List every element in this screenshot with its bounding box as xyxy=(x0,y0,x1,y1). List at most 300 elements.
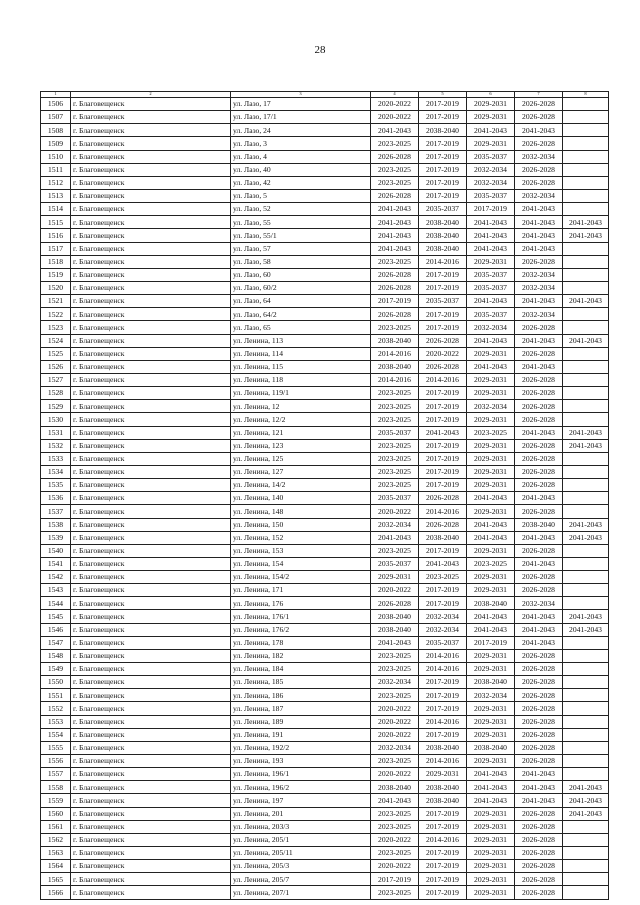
city-cell: г. Благовещенск xyxy=(71,216,231,229)
table-row xyxy=(41,584,609,597)
period-cell: 2026-2028 xyxy=(515,689,563,702)
row-number: 1547 xyxy=(41,636,71,649)
period-cell: 2041-2043 xyxy=(371,242,419,255)
period-cell: 2041-2043 xyxy=(371,203,419,216)
period-cell xyxy=(563,308,609,321)
period-cell: 2026-2028 xyxy=(515,505,563,518)
period-cell: 2029-2031 xyxy=(467,347,515,360)
row-number: 1565 xyxy=(41,873,71,886)
period-cell xyxy=(563,281,609,294)
city-cell: г. Благовещенск xyxy=(71,518,231,531)
city-cell: г. Благовещенск xyxy=(71,176,231,189)
period-cell: 2041-2043 xyxy=(419,557,467,570)
period-cell: 2032-2034 xyxy=(515,150,563,163)
row-number: 1541 xyxy=(41,557,71,570)
table-row xyxy=(41,321,609,334)
period-cell: 2041-2043 xyxy=(563,216,609,229)
registry-table xyxy=(40,91,609,900)
period-cell: 2023-2025 xyxy=(371,847,419,860)
period-cell: 2017-2019 xyxy=(419,465,467,478)
period-cell: 2038-2040 xyxy=(515,518,563,531)
period-cell xyxy=(563,702,609,715)
table-row xyxy=(41,203,609,216)
table-row xyxy=(41,557,609,570)
table-row xyxy=(41,426,609,439)
city-cell: г. Благовещенск xyxy=(71,860,231,873)
period-cell: 2017-2019 xyxy=(419,847,467,860)
period-cell: 2041-2043 xyxy=(371,794,419,807)
address-cell: ул. Ленина, 153 xyxy=(231,544,371,557)
period-cell: 2041-2043 xyxy=(515,794,563,807)
period-cell: 2023-2025 xyxy=(371,649,419,662)
period-cell xyxy=(563,544,609,557)
city-cell: г. Благовещенск xyxy=(71,439,231,452)
table-row xyxy=(41,571,609,584)
column-number: 2 xyxy=(71,92,231,98)
period-cell: 2041-2043 xyxy=(467,334,515,347)
period-cell: 2041-2043 xyxy=(467,229,515,242)
city-cell: г. Благовещенск xyxy=(71,373,231,386)
period-cell: 2029-2031 xyxy=(467,452,515,465)
address-cell: ул. Ленина, 205/1 xyxy=(231,833,371,846)
city-cell: г. Благовещенск xyxy=(71,505,231,518)
period-cell: 2020-2022 xyxy=(371,768,419,781)
row-number: 1515 xyxy=(41,216,71,229)
period-cell: 2032-2034 xyxy=(467,400,515,413)
period-cell xyxy=(563,833,609,846)
city-cell: г. Благовещенск xyxy=(71,676,231,689)
table-row xyxy=(41,702,609,715)
city-cell: г. Благовещенск xyxy=(71,334,231,347)
column-number: 7 xyxy=(515,92,563,98)
period-cell: 2026-2028 xyxy=(515,544,563,557)
table-row xyxy=(41,347,609,360)
table-row xyxy=(41,400,609,413)
city-cell: г. Благовещенск xyxy=(71,387,231,400)
period-cell: 2023-2025 xyxy=(371,689,419,702)
row-number: 1558 xyxy=(41,781,71,794)
period-cell: 2014-2016 xyxy=(371,347,419,360)
row-number: 1554 xyxy=(41,728,71,741)
period-cell xyxy=(563,689,609,702)
period-cell: 2026-2028 xyxy=(515,452,563,465)
address-cell: ул. Ленина, 121 xyxy=(231,426,371,439)
address-cell: ул. Ленина, 186 xyxy=(231,689,371,702)
period-cell: 2029-2031 xyxy=(467,873,515,886)
period-cell: 2017-2019 xyxy=(419,387,467,400)
period-cell: 2038-2040 xyxy=(371,781,419,794)
period-cell: 2026-2028 xyxy=(371,150,419,163)
table-row xyxy=(41,334,609,347)
address-cell: ул. Ленина, 171 xyxy=(231,584,371,597)
city-cell: г. Благовещенск xyxy=(71,189,231,202)
table-row xyxy=(41,479,609,492)
row-number: 1549 xyxy=(41,663,71,676)
period-cell: 2029-2031 xyxy=(467,413,515,426)
period-cell: 2017-2019 xyxy=(419,98,467,111)
period-cell: 2026-2028 xyxy=(515,755,563,768)
period-cell: 2017-2019 xyxy=(419,400,467,413)
period-cell: 2041-2043 xyxy=(515,557,563,570)
row-number: 1507 xyxy=(41,111,71,124)
city-cell: г. Благовещенск xyxy=(71,623,231,636)
period-cell: 2041-2043 xyxy=(371,229,419,242)
city-cell: г. Благовещенск xyxy=(71,163,231,176)
address-cell: ул. Ленина, 12/2 xyxy=(231,413,371,426)
period-cell: 2041-2043 xyxy=(515,242,563,255)
table-row xyxy=(41,860,609,873)
period-cell: 2023-2025 xyxy=(371,321,419,334)
table-row xyxy=(41,728,609,741)
period-cell: 2026-2028 xyxy=(515,98,563,111)
period-cell: 2038-2040 xyxy=(419,242,467,255)
registry-body xyxy=(41,98,609,900)
period-cell xyxy=(563,465,609,478)
period-cell xyxy=(563,741,609,754)
period-cell: 2035-2037 xyxy=(467,150,515,163)
address-cell: ул. Лазо, 65 xyxy=(231,321,371,334)
row-number: 1524 xyxy=(41,334,71,347)
period-cell: 2017-2019 xyxy=(419,886,467,899)
city-cell: г. Благовещенск xyxy=(71,242,231,255)
address-cell: ул. Ленина, 113 xyxy=(231,334,371,347)
period-cell: 2041-2043 xyxy=(467,610,515,623)
city-cell: г. Благовещенск xyxy=(71,531,231,544)
city-cell: г. Благовещенск xyxy=(71,268,231,281)
address-cell: ул. Ленина, 193 xyxy=(231,755,371,768)
table-row xyxy=(41,255,609,268)
address-cell: ул. Ленина, 205/7 xyxy=(231,873,371,886)
period-cell: 2029-2031 xyxy=(467,833,515,846)
period-cell: 2041-2043 xyxy=(515,203,563,216)
address-cell: ул. Ленина, 203/3 xyxy=(231,820,371,833)
address-cell: ул. Ленина, 118 xyxy=(231,373,371,386)
period-cell: 2041-2043 xyxy=(515,768,563,781)
period-cell: 2041-2043 xyxy=(371,124,419,137)
city-cell: г. Благовещенск xyxy=(71,833,231,846)
period-cell: 2026-2028 xyxy=(515,649,563,662)
address-cell: ул. Лазо, 64 xyxy=(231,295,371,308)
address-cell: ул. Ленина, 12 xyxy=(231,400,371,413)
period-cell: 2041-2043 xyxy=(371,216,419,229)
row-number: 1513 xyxy=(41,189,71,202)
period-cell: 2035-2037 xyxy=(467,189,515,202)
table-row xyxy=(41,518,609,531)
period-cell: 2017-2019 xyxy=(419,728,467,741)
row-number: 1514 xyxy=(41,203,71,216)
period-cell: 2041-2043 xyxy=(419,426,467,439)
period-cell: 2032-2034 xyxy=(467,163,515,176)
period-cell: 2032-2034 xyxy=(371,518,419,531)
address-cell: ул. Лазо, 57 xyxy=(231,242,371,255)
period-cell: 2017-2019 xyxy=(419,676,467,689)
table-row xyxy=(41,676,609,689)
row-number: 1529 xyxy=(41,400,71,413)
address-cell: ул. Ленина, 178 xyxy=(231,636,371,649)
city-cell: г. Благовещенск xyxy=(71,794,231,807)
period-cell: 2041-2043 xyxy=(563,610,609,623)
period-cell: 2041-2043 xyxy=(515,781,563,794)
period-cell: 2029-2031 xyxy=(467,663,515,676)
period-cell: 2023-2025 xyxy=(371,544,419,557)
table-row xyxy=(41,176,609,189)
row-number: 1509 xyxy=(41,137,71,150)
row-number: 1519 xyxy=(41,268,71,281)
row-number: 1533 xyxy=(41,452,71,465)
city-cell: г. Благовещенск xyxy=(71,413,231,426)
period-cell: 2035-2037 xyxy=(419,295,467,308)
period-cell: 2038-2040 xyxy=(371,623,419,636)
city-cell: г. Благовещенск xyxy=(71,847,231,860)
row-number: 1518 xyxy=(41,255,71,268)
period-cell: 2023-2025 xyxy=(371,413,419,426)
city-cell: г. Благовещенск xyxy=(71,255,231,268)
city-cell: г. Благовещенск xyxy=(71,768,231,781)
table-row xyxy=(41,781,609,794)
period-cell: 2041-2043 xyxy=(467,518,515,531)
period-cell xyxy=(563,886,609,899)
city-cell: г. Благовещенск xyxy=(71,571,231,584)
table-row xyxy=(41,373,609,386)
table-row xyxy=(41,807,609,820)
period-cell: 2023-2025 xyxy=(371,807,419,820)
period-cell: 2041-2043 xyxy=(467,124,515,137)
period-cell: 2023-2025 xyxy=(467,426,515,439)
table-row xyxy=(41,295,609,308)
period-cell: 2026-2028 xyxy=(515,886,563,899)
city-cell: г. Благовещенск xyxy=(71,636,231,649)
period-cell: 2017-2019 xyxy=(419,281,467,294)
address-cell: ул. Ленина, 176 xyxy=(231,597,371,610)
table-row xyxy=(41,623,609,636)
period-cell: 2041-2043 xyxy=(371,636,419,649)
period-cell: 2041-2043 xyxy=(563,229,609,242)
period-cell xyxy=(563,860,609,873)
period-cell: 2026-2028 xyxy=(515,702,563,715)
city-cell: г. Благовещенск xyxy=(71,281,231,294)
period-cell xyxy=(563,557,609,570)
table-row xyxy=(41,505,609,518)
period-cell: 2014-2016 xyxy=(419,373,467,386)
period-cell: 2038-2040 xyxy=(419,794,467,807)
period-cell: 2029-2031 xyxy=(467,702,515,715)
period-cell: 2041-2043 xyxy=(467,623,515,636)
period-cell: 2026-2028 xyxy=(371,189,419,202)
page-number: 28 xyxy=(314,44,326,56)
address-cell: ул. Ленина, 14/2 xyxy=(231,479,371,492)
period-cell: 2026-2028 xyxy=(515,715,563,728)
period-cell: 2041-2043 xyxy=(515,623,563,636)
row-number: 1559 xyxy=(41,794,71,807)
period-cell: 2026-2028 xyxy=(515,163,563,176)
period-cell: 2041-2043 xyxy=(467,295,515,308)
period-cell: 2026-2028 xyxy=(515,413,563,426)
period-cell: 2014-2016 xyxy=(419,663,467,676)
period-cell: 2041-2043 xyxy=(515,610,563,623)
period-cell: 2029-2031 xyxy=(419,768,467,781)
period-cell: 2041-2043 xyxy=(515,492,563,505)
period-cell: 2014-2016 xyxy=(419,755,467,768)
period-cell: 2029-2031 xyxy=(467,505,515,518)
period-cell: 2029-2031 xyxy=(467,479,515,492)
address-cell: ул. Ленина, 127 xyxy=(231,465,371,478)
address-cell: ул. Ленина, 191 xyxy=(231,728,371,741)
city-cell: г. Благовещенск xyxy=(71,360,231,373)
period-cell: 2038-2040 xyxy=(467,597,515,610)
period-cell: 2017-2019 xyxy=(371,873,419,886)
period-cell xyxy=(563,597,609,610)
period-cell: 2041-2043 xyxy=(467,531,515,544)
period-cell: 2017-2019 xyxy=(419,597,467,610)
period-cell: 2026-2028 xyxy=(515,347,563,360)
period-cell: 2032-2034 xyxy=(419,623,467,636)
table-row xyxy=(41,308,609,321)
address-cell: ул. Лазо, 55/1 xyxy=(231,229,371,242)
period-cell: 2023-2025 xyxy=(371,400,419,413)
city-cell: г. Благовещенск xyxy=(71,728,231,741)
address-cell: ул. Лазо, 60/2 xyxy=(231,281,371,294)
period-cell: 2032-2034 xyxy=(515,597,563,610)
row-number: 1538 xyxy=(41,518,71,531)
row-number: 1527 xyxy=(41,373,71,386)
period-cell: 2032-2034 xyxy=(419,610,467,623)
period-cell: 2032-2034 xyxy=(515,281,563,294)
row-number: 1512 xyxy=(41,176,71,189)
row-number: 1508 xyxy=(41,124,71,137)
period-cell: 2038-2040 xyxy=(419,216,467,229)
address-cell: ул. Ленина, 154 xyxy=(231,557,371,570)
table-row xyxy=(41,636,609,649)
period-cell: 2023-2025 xyxy=(419,571,467,584)
row-number: 1560 xyxy=(41,807,71,820)
table-row xyxy=(41,649,609,662)
city-cell: г. Благовещенск xyxy=(71,557,231,570)
period-cell: 2017-2019 xyxy=(419,413,467,426)
period-cell: 2041-2043 xyxy=(371,531,419,544)
row-number: 1536 xyxy=(41,492,71,505)
address-cell: ул. Ленина, 176/2 xyxy=(231,623,371,636)
period-cell: 2041-2043 xyxy=(515,426,563,439)
period-cell: 2035-2037 xyxy=(419,636,467,649)
row-number: 1523 xyxy=(41,321,71,334)
city-cell: г. Благовещенск xyxy=(71,584,231,597)
table-row xyxy=(41,833,609,846)
period-cell xyxy=(563,452,609,465)
period-cell: 2017-2019 xyxy=(419,860,467,873)
period-cell: 2026-2028 xyxy=(419,492,467,505)
period-cell: 2041-2043 xyxy=(467,794,515,807)
city-cell: г. Благовещенск xyxy=(71,295,231,308)
period-cell: 2020-2022 xyxy=(371,111,419,124)
city-cell: г. Благовещенск xyxy=(71,426,231,439)
period-cell: 2029-2031 xyxy=(467,387,515,400)
row-number: 1534 xyxy=(41,465,71,478)
period-cell: 2035-2037 xyxy=(419,203,467,216)
period-cell: 2023-2025 xyxy=(467,557,515,570)
address-cell: ул. Ленина, 196/2 xyxy=(231,781,371,794)
period-cell: 2026-2028 xyxy=(515,111,563,124)
period-cell: 2026-2028 xyxy=(515,439,563,452)
period-cell: 2038-2040 xyxy=(371,360,419,373)
table-row xyxy=(41,663,609,676)
row-number: 1564 xyxy=(41,860,71,873)
period-cell: 2017-2019 xyxy=(419,137,467,150)
address-cell: ул. Ленина, 189 xyxy=(231,715,371,728)
address-cell: ул. Лазо, 17 xyxy=(231,98,371,111)
city-cell: г. Благовещенск xyxy=(71,755,231,768)
period-cell xyxy=(563,873,609,886)
period-cell: 2029-2031 xyxy=(467,373,515,386)
period-cell: 2041-2043 xyxy=(563,295,609,308)
period-cell xyxy=(563,715,609,728)
period-cell: 2029-2031 xyxy=(467,820,515,833)
period-cell: 2026-2028 xyxy=(515,873,563,886)
table-row xyxy=(41,150,609,163)
period-cell: 2026-2028 xyxy=(419,360,467,373)
row-number: 1561 xyxy=(41,820,71,833)
address-cell: ул. Ленина, 148 xyxy=(231,505,371,518)
address-cell: ул. Лазо, 55 xyxy=(231,216,371,229)
row-number: 1552 xyxy=(41,702,71,715)
row-number: 1548 xyxy=(41,649,71,662)
address-cell: ул. Ленина, 185 xyxy=(231,676,371,689)
period-cell: 2026-2028 xyxy=(515,833,563,846)
period-cell: 2026-2028 xyxy=(515,387,563,400)
period-cell: 2041-2043 xyxy=(515,636,563,649)
row-number: 1566 xyxy=(41,886,71,899)
period-cell: 2026-2028 xyxy=(515,663,563,676)
period-cell: 2017-2019 xyxy=(419,689,467,702)
address-cell: ул. Ленина, 187 xyxy=(231,702,371,715)
column-number: 6 xyxy=(467,92,515,98)
period-cell: 2017-2019 xyxy=(419,163,467,176)
city-cell: г. Благовещенск xyxy=(71,229,231,242)
city-cell: г. Благовещенск xyxy=(71,886,231,899)
period-cell: 2023-2025 xyxy=(371,137,419,150)
row-number: 1543 xyxy=(41,584,71,597)
period-cell: 2026-2028 xyxy=(515,176,563,189)
period-cell: 2041-2043 xyxy=(515,124,563,137)
period-cell: 2017-2019 xyxy=(419,111,467,124)
city-cell: г. Благовещенск xyxy=(71,873,231,886)
period-cell: 2029-2031 xyxy=(467,137,515,150)
period-cell: 2038-2040 xyxy=(419,531,467,544)
period-cell: 2023-2025 xyxy=(371,820,419,833)
address-cell: ул. Ленина, 115 xyxy=(231,360,371,373)
period-cell: 2014-2016 xyxy=(371,373,419,386)
period-cell: 2020-2022 xyxy=(419,347,467,360)
row-number: 1522 xyxy=(41,308,71,321)
table-row xyxy=(41,492,609,505)
period-cell: 2038-2040 xyxy=(467,676,515,689)
period-cell: 2026-2028 xyxy=(515,571,563,584)
period-cell: 2029-2031 xyxy=(467,649,515,662)
period-cell: 2017-2019 xyxy=(419,479,467,492)
period-cell: 2029-2031 xyxy=(467,807,515,820)
address-cell: ул. Ленина, 201 xyxy=(231,807,371,820)
period-cell xyxy=(563,387,609,400)
period-cell: 2041-2043 xyxy=(515,531,563,544)
city-cell: г. Благовещенск xyxy=(71,807,231,820)
column-number: 4 xyxy=(371,92,419,98)
period-cell: 2026-2028 xyxy=(515,807,563,820)
row-number: 1530 xyxy=(41,413,71,426)
period-cell: 2041-2043 xyxy=(467,492,515,505)
period-cell: 2023-2025 xyxy=(371,255,419,268)
row-number: 1517 xyxy=(41,242,71,255)
period-cell: 2032-2034 xyxy=(467,689,515,702)
table-row xyxy=(41,216,609,229)
